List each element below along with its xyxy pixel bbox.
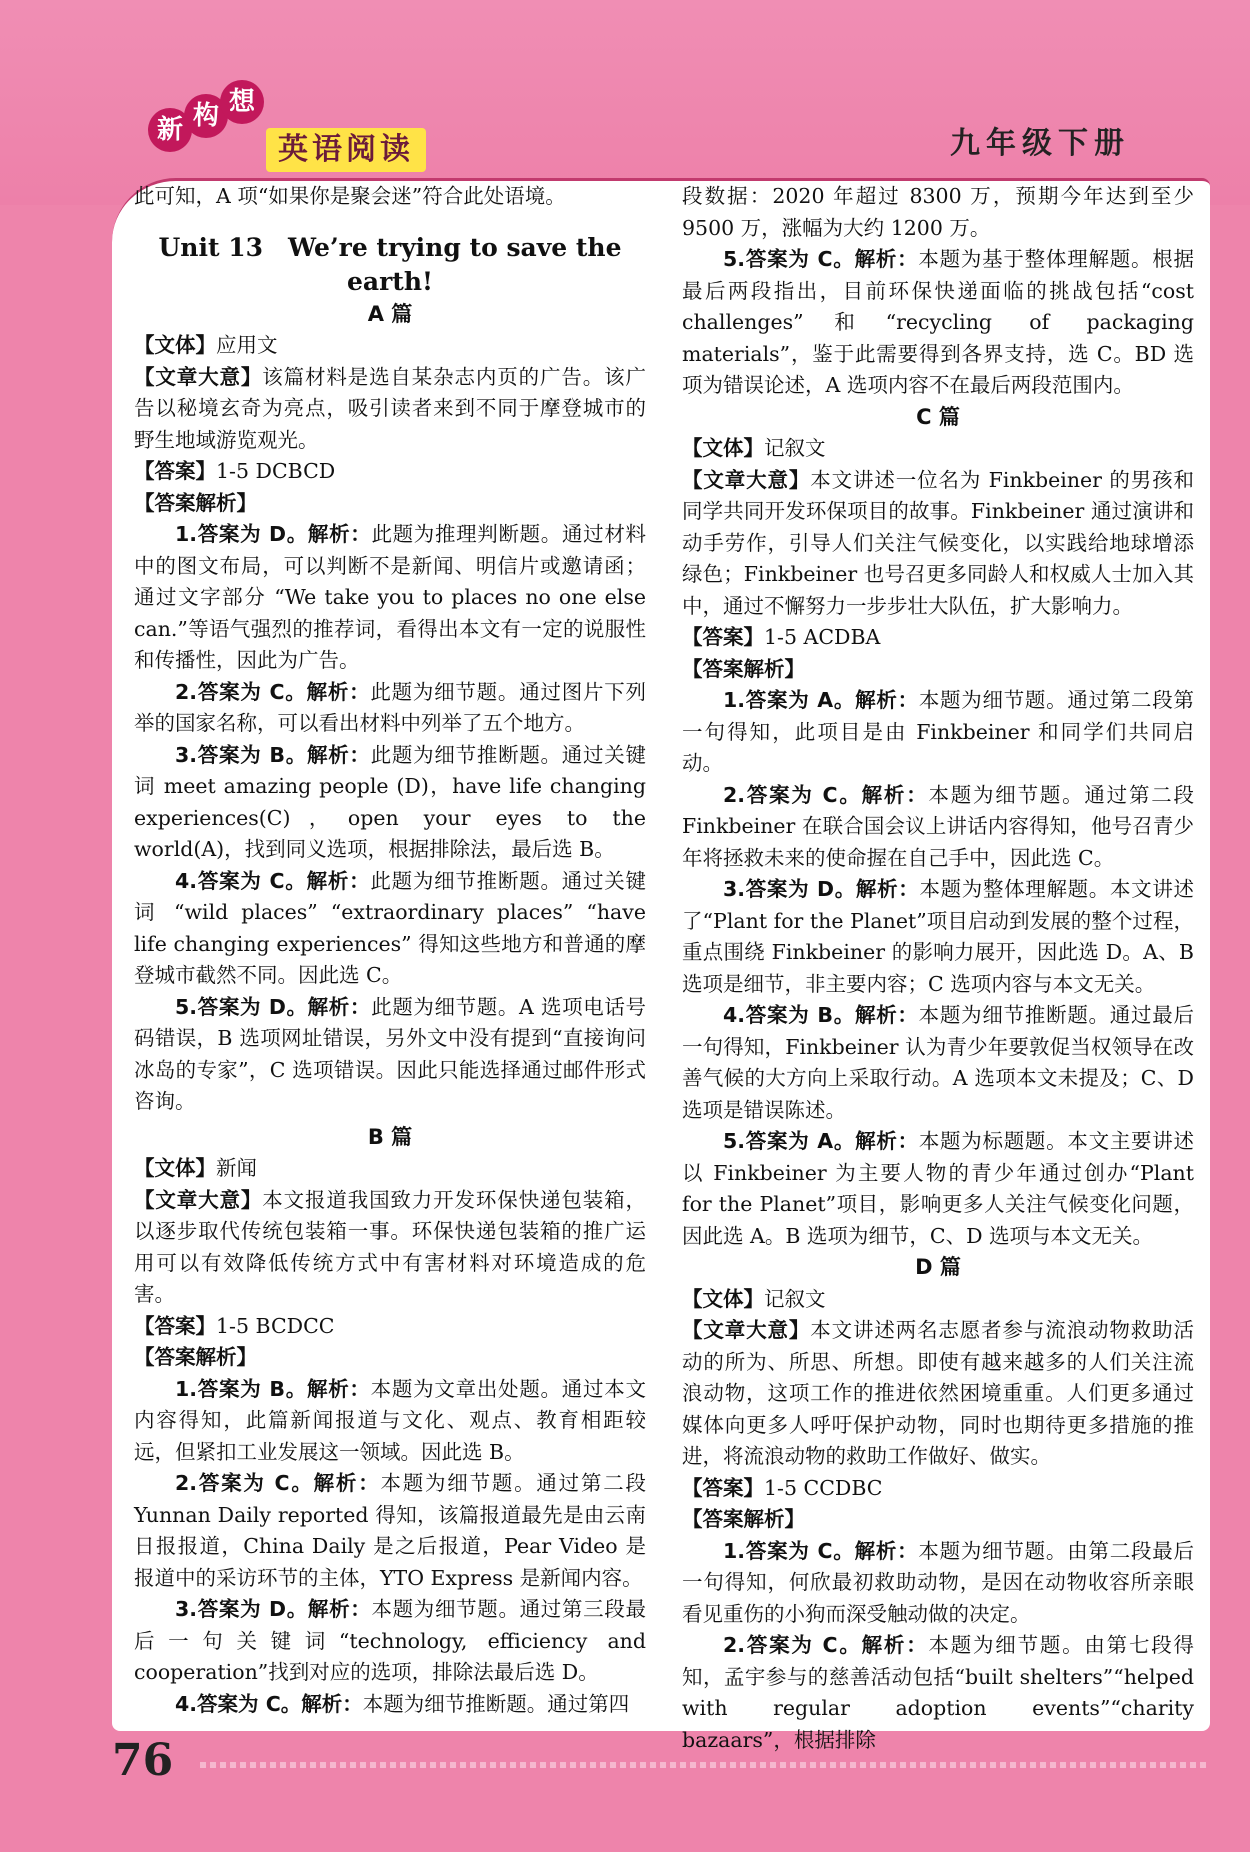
page-number: 76 [112,1735,174,1786]
item-head: 2.答案为 C。解析： [723,782,929,807]
item-text: 本题为细节推断题。通过最后一句得知，Finkbeiner 认为青少年要敦促当权领导在改善气候的大方向上采取行动。A 选项本文未提及；C、D 选项是错误陈述。 [682,1003,1194,1122]
summary-text: 该篇材料是选自某杂志内页的广告。该广告以秘境玄奇为亮点，吸引读者来到不同于摩登城市的野生地域游览观光。 [134,364,647,452]
item-text: 本题为细节推断题。通过第四 [362,1691,630,1716]
d-summary [682,1315,1194,1473]
item-text: 本题为细节题。由第七段得知，孟宇参与的慈善活动包括“built shelters”“helped with regular adoption events”“charity bazaars”，根据排除 [682,1633,1195,1752]
section-d-heading: D 篇 [915,1255,961,1279]
d-analysis-label: 【答案解析】 [682,1507,805,1531]
summary-label: 【文章大意】 [134,1187,263,1212]
item-text: 本题为文章出处题。通过本文内容得知，此篇新闻报道与文化、观点、教育相距较远，但紧扣工业发展这一领域。因此选 B。 [134,1376,646,1464]
c-item-2 [682,780,1194,875]
item-text: 本题为细节题。由第二段最后一句得知，何欣最初救助动物，是因在动物收容所亲眼看见重伤的小狗而深受触动做的决定。 [682,1538,1195,1626]
item-text: 本题为整体理解题。本文讲述了“Plant for the Planet”项目启动到发展的整个过程，重点围绕 Finkbeiner 的影响力展开，因此选 D。A、B 选项是细节，非主要内容；C 选项内容与本文无关。 [682,877,1194,996]
right-column [682,181,1194,1756]
a-genre [134,330,646,362]
b-item-1 [134,1374,646,1469]
item-head: 4.答案为 C。解析： [175,868,371,893]
genre-value: 新闻 [216,1156,257,1180]
c-summary [682,465,1194,623]
answer-label: 【答案】 [134,459,216,483]
item-head: 1.答案为 D。解析： [175,522,372,546]
genre-label: 【文体】 [682,1286,764,1311]
a-item-2 [134,677,646,740]
item-text: 本题为基于整体理解题。根据最后两段指出，目前环保快递面临的挑战包括“cost challenges”和“recycling of packaging materials”，鉴于此需要得到各界支持，选 C。BD 选项为错误论述，A 选项内容不在最后两段范围内。 [682,247,1195,397]
b-summary [134,1185,646,1311]
answer-value: 1-5 DCBCD [216,459,336,483]
item-head: 4.答案为 C。解析： [175,1691,363,1716]
c-analysis-label: 【答案解析】 [682,656,805,681]
item-text: 此题为细节推断题。通过关键词 “wild places” “extraordinary places” “have life changing experiences” 得知这些地方和普通的摩登城市截然不同。因此选 C。 [134,868,647,987]
item-head: 4.答案为 B。解析： [723,1003,919,1027]
item-text: 此题为细节题。通过图片下列举的国家名称，可以看出材料中列举了五个地方。 [134,679,647,735]
summary-label: 【文章大意】 [134,364,263,389]
a-summary [134,362,646,457]
item-head: 1.答案为 B。解析： [175,1376,371,1401]
intro-text: 此可知，A 项“如果你是聚会迷”符合此处语境。 [134,184,566,208]
content-card [112,178,1210,1752]
answer-label: 【答案】 [682,1475,764,1500]
item-text: 此题为推理判断题。通过材料中的图文布局，可以判断不是新闻、明信片或邀请函；通过文字部分 “We take you to places no one else can.”等语气强烈的推荐词，看得出本文有一定的说服性和传播性，因此为广告。 [134,522,646,672]
b-analysis-label: 【答案解析】 [134,1345,257,1369]
c-item-4 [682,1000,1194,1126]
summary-text: 本文报道我国致力开发环保快递包装箱，以逐步取代传统包装箱一事。环保快递包装箱的推广运用可以有效降低传统方式中有害材料对环境造成的危害。 [134,1187,647,1306]
b-continuation: 段数据：2020 年超过 8300 万，预期今年达到至少 9500 万，涨幅为大约 1200 万。 [682,184,1194,240]
a-item-5 [134,992,646,1118]
grade-label: 九年级下册 [950,126,1130,161]
c-item-1 [682,685,1194,780]
item-head: 5.答案为 D。解析： [175,994,372,1019]
logo-char-1: 新 [148,108,192,152]
a-item-1 [134,519,646,677]
logo-char-3: 想 [220,80,264,124]
genre-label: 【文体】 [134,1156,216,1180]
c-answer [682,622,1194,654]
b-answer [134,1311,646,1343]
unit-title: Unit 13 We’re trying to save the earth! [158,232,622,296]
answer-value: 1-5 BCDCC [216,1313,335,1338]
answer-value: 1-5 CCDBC [764,1475,883,1500]
c-item-5 [682,1126,1194,1252]
b-item-4 [134,1689,646,1721]
summary-label: 【文章大意】 [682,1318,811,1342]
genre-value: 应用文 [216,333,278,357]
item-text: 本题为细节题。通过第二段 Finkbeiner 在联合国会议上讲话内容得知，他号召青少年将拯救未来的使命握在自己手中，因此选 C。 [682,782,1195,870]
summary-text: 本文讲述两名志愿者参与流浪动物救助活动的所为、所思、所想。即使有越来越多的人们关注流浪动物，这项工作的推进依然困境重重。人们更多通过媒体向更多人呼吁保护动物，同时也期待更多措施的推进，将流浪动物的救助工作做好、做实。 [682,1318,1195,1468]
genre-label: 【文体】 [134,333,216,357]
item-head: 3.答案为 D。解析： [175,1597,372,1621]
b-item-2 [134,1468,646,1594]
item-head: 2.答案为 C。解析： [723,1633,929,1657]
a-answer [134,456,646,488]
b-item-5 [682,244,1194,402]
a-item-3 [134,740,646,866]
footer-divider [200,1762,1210,1768]
section-b-heading: B 篇 [367,1124,413,1149]
item-head: 2.答案为 C。解析： [175,679,371,704]
answer-label: 【答案】 [134,1313,216,1338]
item-text: 此题为细节题。A 选项电话号码错误，B 选项网址错误，另外文中没有提到“直接询问冰岛的专家”，C 选项错误。因此只能选择通过邮件形式咨询。 [134,994,646,1113]
item-head: 2.答案为 C。解析： [175,1471,381,1495]
d-genre [682,1284,1194,1316]
genre-label: 【文体】 [682,436,764,460]
answer-label: 【答案】 [682,625,764,649]
d-item-2 [682,1630,1194,1756]
d-item-1 [682,1536,1194,1631]
logo-char-2: 构 [184,94,228,138]
item-text: 本题为细节题。通过第三段最后一句关键词“technology, efficiency and cooperation”找到对应的选项，排除法最后选 D。 [134,1597,646,1684]
item-head: 1.答案为 C。解析： [723,1538,919,1563]
item-head: 1.答案为 A。解析： [723,688,919,712]
item-text: 此题为细节推断题。通过关键词 meet amazing people (D)，have life changing experiences(C)，open your eyes to the world(A)，找到同义选项，根据排除法，最后选 B。 [134,742,646,861]
item-text: 本题为细节题。通过第二段 Yunnan Daily reported 得知，该篇报道最先是由云南日报报道，China Daily 是之后报道，Pear Video 是报道中的采访环节的主体，YTO Express 是新闻内容。 [134,1471,647,1590]
b-item-3 [134,1594,646,1689]
series-title: 英语阅读 [266,128,426,172]
genre-value: 记叙文 [764,1286,826,1311]
b-genre [134,1153,646,1185]
item-head: 3.答案为 B。解析： [175,742,371,767]
c-genre [682,433,1194,465]
section-a-heading: A 篇 [367,301,413,326]
item-text: 本题为标题题。本文主要讲述以 Finkbeiner 为主要人物的青少年通过创办“Plant for the Planet”项目，影响更多人关注气候变化问题，因此选 A。B 选项为细节，C、D 选项与本文无关。 [682,1129,1195,1248]
d-answer [682,1473,1194,1505]
summary-label: 【文章大意】 [682,467,811,492]
answer-value: 1-5 ACDBA [764,625,881,649]
a-item-4 [134,866,646,992]
section-c-heading: C 篇 [916,404,960,429]
summary-text: 本文讲述一位名为 Finkbeiner 的男孩和同学共同开发环保项目的故事。Finkbeiner 通过演讲和动手劳作，引导人们关注气候变化，以实践给地球增添绿色；Finkbeiner 也号召更多同龄人和权威人士加入其中，通过不懈努力一步步壮大队伍，扩大影响力。 [682,467,1194,618]
item-head: 5.答案为 C。解析： [723,247,919,271]
c-item-3 [682,874,1194,1000]
left-column [134,181,646,1720]
a-analysis-label: 【答案解析】 [134,490,257,515]
genre-value: 记叙文 [764,436,826,460]
series-logo [148,87,448,168]
item-head: 3.答案为 D。解析： [723,877,920,901]
item-text: 本题为细节题。通过第二段第一句得知，此项目是由 Finkbeiner 和同学们共同启动。 [682,688,1195,775]
item-head: 5.答案为 A。解析： [723,1129,919,1153]
